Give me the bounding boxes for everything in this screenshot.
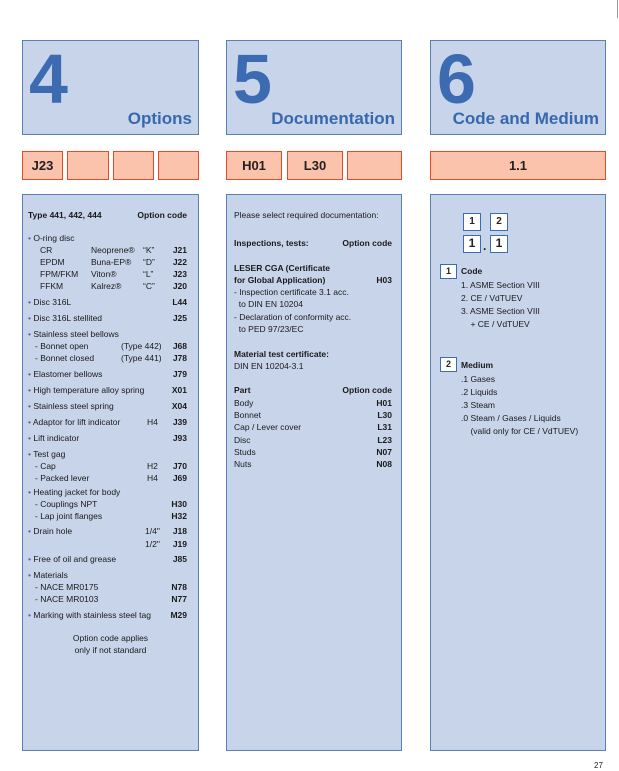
option-sub-label: - Couplings NPT (35, 499, 98, 509)
option-code: J68 (172, 341, 187, 351)
option-sub-label: - Bonnet closed (35, 353, 95, 363)
code-item: + CE / VdTUEV (461, 319, 530, 329)
medium-item: .3 Steam (461, 400, 496, 410)
option-sub-code: H4 (147, 417, 158, 427)
option-type: (Type 442) (121, 341, 162, 351)
diagram-dot: . (483, 239, 487, 253)
option-code: J39 (172, 417, 187, 427)
medium-item: .1 Gases (461, 374, 496, 384)
drain-size: 1/4" (145, 526, 160, 536)
option-sub-label: - NACE MR0103 (35, 594, 99, 604)
option-code: J21 (172, 245, 187, 255)
option-code: J19 (172, 539, 187, 549)
section-header-documentation (226, 40, 402, 135)
options-footnote: only if not standard (74, 645, 147, 655)
section-number: 6 (437, 40, 474, 118)
option-code: J93 (172, 433, 187, 443)
option-code: H32 (171, 511, 187, 521)
option-sub-label: - Cap (35, 461, 56, 471)
options-type-header: Type 441, 442, 444 (28, 210, 102, 220)
list-item: • Elastomer bellows (28, 369, 103, 379)
list-item: • Adaptor for lift indicator (28, 417, 121, 427)
section-title: Code and Medium (452, 109, 599, 128)
list-item: • Drain hole (28, 526, 73, 536)
oring-letter: “K” (143, 245, 155, 255)
page-number: 27 (594, 761, 603, 770)
option-code: N07 (376, 447, 392, 457)
option-code: L44 (172, 297, 187, 307)
doc-text: to PED 97/23/EC (234, 324, 304, 334)
doc-text: - Inspection certificate 3.1 acc. (234, 287, 349, 297)
section-number: 4 (29, 40, 66, 118)
oring-material: CR (40, 245, 53, 255)
part-name: Body (234, 398, 254, 408)
doc-text: to DIN EN 10204 (234, 299, 303, 309)
option-code: J20 (172, 281, 187, 291)
oring-name: Viton® (91, 269, 117, 279)
options-footnote: Option code applies (72, 633, 149, 643)
option-code: J25 (172, 313, 187, 323)
section-title: Documentation (271, 109, 395, 128)
option-code: L30 (377, 410, 392, 420)
option-code: J22 (172, 257, 187, 267)
oring-material: FPM/FKM (40, 269, 79, 279)
option-sub-label: - NACE MR0175 (35, 582, 99, 592)
option-code: J85 (172, 554, 187, 564)
list-item: • Marking with stainless steel tag (28, 610, 151, 620)
list-item: • Disc 316L (28, 297, 72, 307)
medium-title: Medium (461, 360, 494, 370)
drain-size: 1/2" (145, 539, 160, 549)
list-item: • Materials (28, 570, 68, 580)
oring-name: Buna-EP® (91, 257, 132, 267)
oring-name: Neoprene® (91, 245, 135, 255)
part-name: Studs (234, 447, 256, 457)
oring-material: FFKM (40, 281, 64, 291)
option-code: J79 (172, 369, 187, 379)
option-code: X04 (171, 401, 187, 411)
options-panel (22, 194, 199, 751)
leser-cga-title: for Global Application) (234, 275, 326, 285)
option-code: L23 (377, 435, 392, 445)
option-code: J78 (172, 353, 187, 363)
option-code: X01 (171, 385, 187, 395)
code-title: Code (461, 266, 483, 276)
code-item: 3. ASME Section VIII (461, 306, 540, 316)
oring-letter: “L” (143, 269, 154, 279)
option-sub-code: H4 (147, 473, 158, 483)
list-item: • High temperature alloy spring (28, 385, 145, 395)
section-header-options (22, 40, 199, 135)
part-name: Nuts (234, 459, 252, 469)
section-number: 5 (233, 40, 270, 118)
documentation-code-box[interactable] (347, 151, 402, 180)
list-item: • O-ring disc (28, 233, 75, 243)
option-code-box[interactable]: J23 (22, 151, 63, 180)
option-code: H30 (171, 499, 187, 509)
list-item: • Test gag (28, 449, 66, 459)
option-code: J70 (172, 461, 187, 471)
margin-rule (617, 0, 618, 18)
list-item: • Disc 316L stellited (28, 313, 103, 323)
oring-material: EPDM (40, 257, 65, 267)
list-item: • Stainless steel spring (28, 401, 114, 411)
list-item: • Free of oil and grease (28, 554, 117, 564)
part-header: Part (234, 385, 251, 395)
options-code-header: Option code (137, 210, 187, 220)
option-code-header: Option code (342, 385, 392, 395)
code-item: 2. CE / VdTUEV (461, 293, 523, 303)
part-name: Bonnet (234, 410, 261, 420)
medium-item: .0 Steam / Gases / Liquids (461, 413, 561, 423)
medium-item: (valid only for CE / VdTUEV) (461, 426, 579, 436)
option-code: N77 (171, 594, 187, 604)
documentation-code-box[interactable]: L30 (287, 151, 343, 180)
oring-letter: “C” (143, 281, 155, 291)
list-item: • Lift indicator (28, 433, 80, 443)
option-type: (Type 441) (121, 353, 162, 363)
material-cert-standard: DIN EN 10204-3.1 (234, 361, 304, 371)
option-sub-label: - Lap joint flanges (35, 511, 103, 521)
oring-name: Kalrez® (91, 281, 122, 291)
code-item: 1. ASME Section VIII (461, 280, 540, 290)
code-medium-panel (430, 194, 606, 751)
option-sub-label: - Packed lever (35, 473, 90, 483)
part-name: Disc (234, 435, 251, 445)
option-code: H01 (376, 398, 392, 408)
diagram-box: 1 (463, 213, 481, 231)
option-code-box[interactable] (67, 151, 109, 180)
diagram-box: 1 (490, 235, 508, 253)
option-code: N08 (376, 459, 392, 469)
doc-text: - Declaration of conformity acc. (234, 312, 352, 322)
option-code: J69 (172, 473, 187, 483)
documentation-intro: Please select required documentation: (234, 210, 379, 220)
option-code: J23 (172, 269, 187, 279)
code-badge: 1 (440, 264, 457, 279)
part-name: Cap / Lever cover (234, 422, 302, 432)
diagram-box: 2 (490, 213, 508, 231)
list-item: • Heating jacket for body (28, 487, 121, 497)
documentation-panel (226, 194, 402, 751)
documentation-code-box[interactable]: H01 (226, 151, 282, 180)
inspections-header: Inspections, tests: (234, 238, 309, 248)
medium-item: .2 Liquids (461, 387, 498, 397)
option-sub-label: - Bonnet open (35, 341, 89, 351)
oring-letter: “D” (143, 257, 155, 267)
option-code: L31 (377, 422, 392, 432)
option-code-header: Option code (342, 238, 392, 248)
option-code: H03 (376, 275, 392, 285)
option-code: M29 (170, 610, 187, 620)
option-code-box[interactable] (158, 151, 199, 180)
section-header-code-medium (430, 40, 606, 135)
material-cert-title: Material test certificate: (234, 349, 329, 359)
option-code: J18 (172, 526, 187, 536)
medium-code-box[interactable]: 1.1 (430, 151, 606, 180)
list-item: • Stainless steel bellows (28, 329, 119, 339)
option-sub-code: H2 (147, 461, 158, 471)
option-code-box[interactable] (113, 151, 154, 180)
option-code: N78 (171, 582, 187, 592)
medium-badge: 2 (440, 357, 457, 372)
diagram-box: 1 (463, 235, 481, 253)
section-title: Options (127, 109, 192, 128)
leser-cga-title: LESER CGA (Certificate (234, 263, 331, 273)
